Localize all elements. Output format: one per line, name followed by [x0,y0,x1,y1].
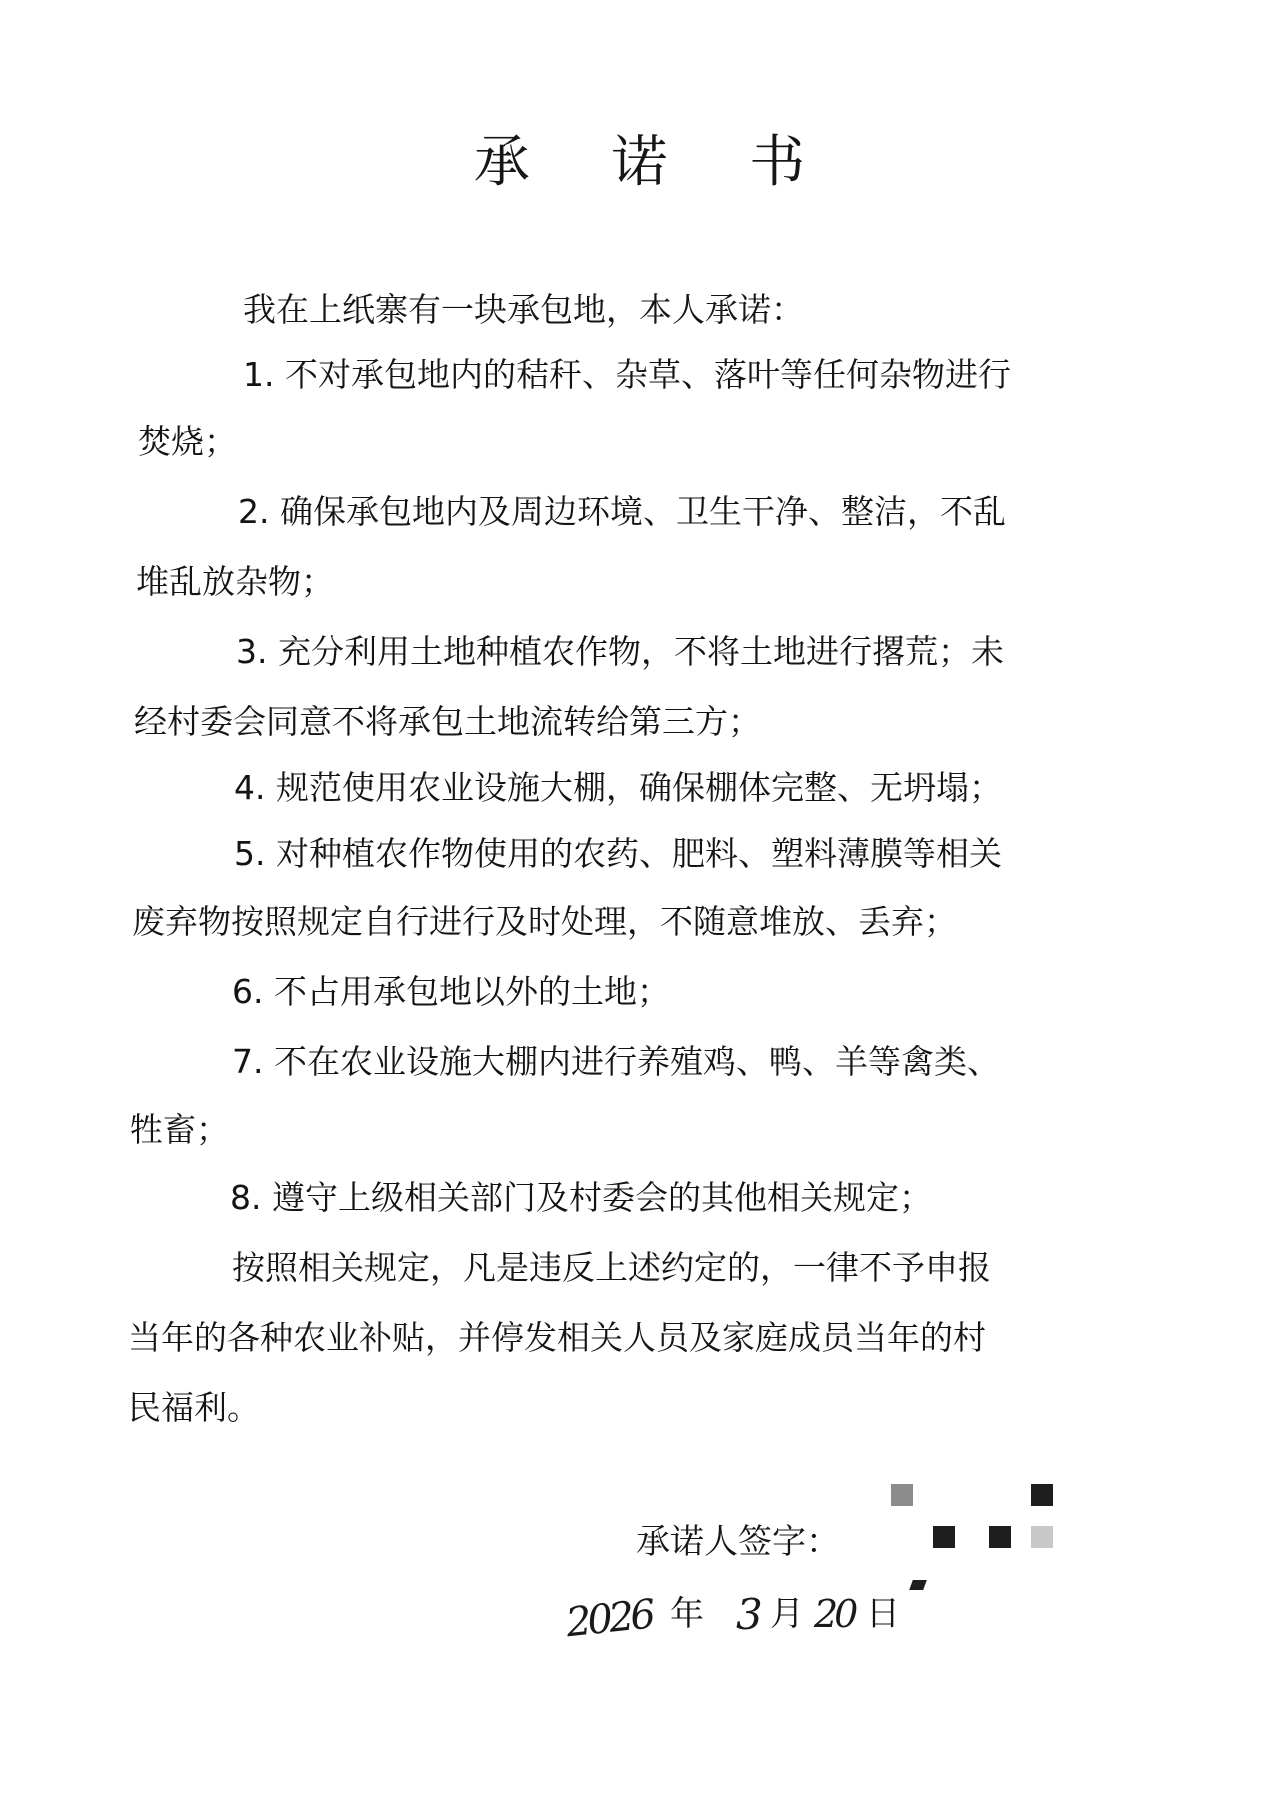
item-6-line-1: 6. 不占用承包地以外的土地； [232,972,670,1011]
closing-line-1: 按照相关规定，凡是违反上述约定的，一律不予申报 [232,1248,991,1287]
date-day-handwritten: 20 [814,1592,855,1636]
item-4-line-1: 4. 规范使用农业设施大棚，确保棚体完整、无坍塌； [234,768,1002,807]
date-year-handwritten: 2026 [563,1591,654,1647]
date-month-char: 月 [770,1594,804,1634]
item-5-line-2: 废弃物按照规定自行进行及时处理，不随意堆放、丢弃； [132,902,957,941]
item-5-line-1: 5. 对种植农作物使用的农药、肥料、塑料薄膜等相关 [234,834,1002,873]
document-title: 承 诺 书 [473,130,838,195]
item-1-line-1: 1. 不对承包地内的秸秆、杂草、落叶等任何杂物进行 [243,355,1011,394]
closing-line-3: 民福利。 [128,1388,260,1427]
item-3-line-2: 经村委会同意不将承包土地流转给第三方； [134,702,761,741]
intro-text: 我在上纸寨有一块承包地，本人承诺： [243,290,804,329]
date-day-char: 日 [866,1594,900,1634]
mosaic-block [1031,1484,1053,1506]
signature-date [560,1582,940,1652]
item-7-line-2: 牲畜； [130,1110,229,1149]
closing-line-2: 当年的各种农业补贴，并停发相关人员及家庭成员当年的村 [128,1318,986,1357]
item-2-line-1: 2. 确保承包地内及周边环境、卫生干净、整洁，不乱 [238,492,1006,531]
item-7-line-1: 7. 不在农业设施大棚内进行养殖鸡、鸭、羊等禽类、 [232,1042,1000,1081]
signature-label: 承诺人签字： [636,1522,840,1562]
mosaic-block [1031,1526,1053,1548]
mosaic-block [891,1484,913,1506]
item-8-line-1: 8. 遵守上级相关部门及村委会的其他相关规定； [230,1178,932,1217]
mosaic-block [933,1526,955,1548]
date-month-handwritten: 3 [736,1590,763,1639]
item-1-line-2: 焚烧； [138,422,237,461]
date-year-char: 年 [670,1594,704,1634]
item-2-line-2: 堆乱放杂物； [136,562,334,601]
item-3-line-1: 3. 充分利用土地种植农作物，不将土地进行撂荒；未 [236,632,1004,671]
mosaic-block [989,1526,1011,1548]
